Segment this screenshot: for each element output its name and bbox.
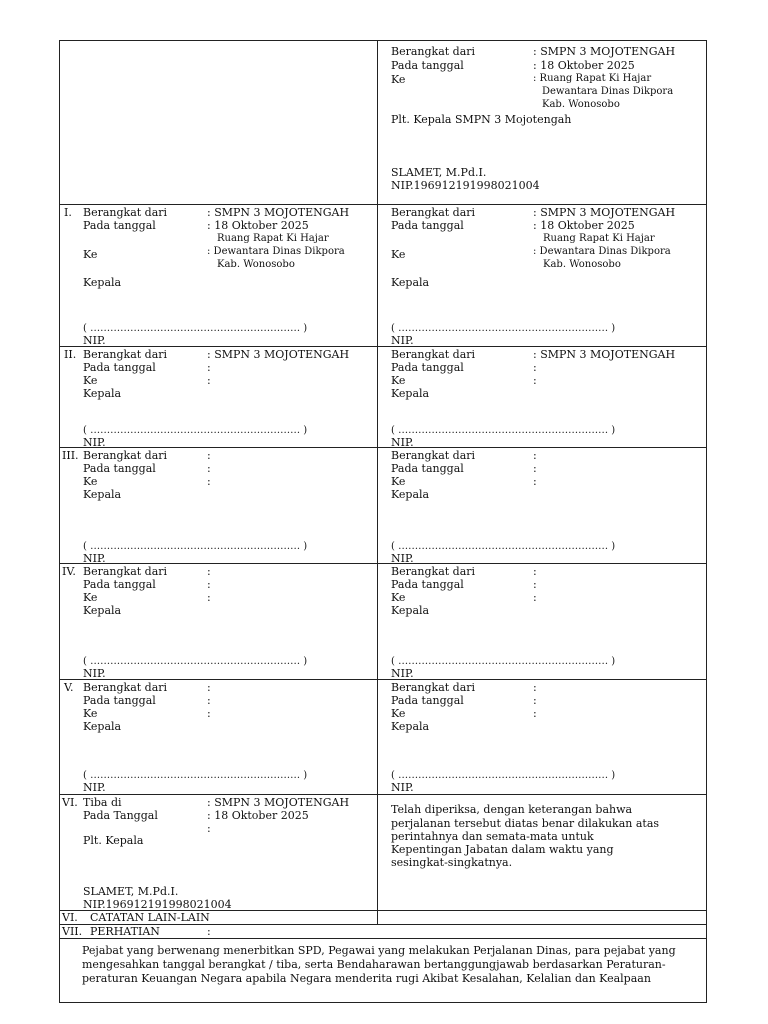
colon: : <box>207 449 211 462</box>
colon: : <box>533 681 537 694</box>
label: Kepala <box>83 488 122 501</box>
label: Berangkat dari <box>83 348 168 361</box>
colon: : <box>207 565 211 578</box>
label: Pada tanggal <box>391 361 464 374</box>
value: Kab. Wonosobo <box>217 259 295 270</box>
nip-label: NIP. <box>391 334 414 347</box>
label: Berangkat dari <box>83 681 168 694</box>
label: Ke <box>83 707 98 720</box>
label: Pada tanggal <box>83 361 156 374</box>
row-divider <box>60 447 706 448</box>
nip-label: NIP. <box>391 552 414 565</box>
label: Berangkat dari <box>83 565 168 578</box>
value: Kab. Wonosobo <box>542 99 620 110</box>
label: Pada tanggal <box>83 694 156 707</box>
label: Berangkat dari <box>391 348 476 361</box>
signature-line: ( ……………………………………………………… ) <box>83 770 308 781</box>
signatory-name: SLAMET, M.Pd.I. <box>83 885 179 898</box>
colon: : <box>533 565 537 578</box>
nip-label: NIP. <box>391 781 414 794</box>
verification-line: Kepentingan Jabatan dalam waktu yang <box>391 843 614 856</box>
value: : 18 Oktober 2025 <box>207 809 309 822</box>
nip-label: NIP. <box>391 436 414 449</box>
colon: : <box>533 475 537 488</box>
value: Ruang Rapat Ki Hajar <box>217 233 329 244</box>
signatory-title: Plt. Kepala <box>83 834 144 847</box>
colon: : <box>207 462 211 475</box>
row-divider <box>60 938 706 939</box>
label: Berangkat dari <box>391 449 476 462</box>
section-number: I. <box>64 206 72 219</box>
label: Berangkat dari <box>83 206 168 219</box>
section-number: VII. <box>62 925 83 938</box>
colon: : <box>207 681 211 694</box>
label: Ke <box>391 475 406 488</box>
value: Dewantara Dinas Dikpora <box>542 86 674 97</box>
signature-line: ( ……………………………………………………… ) <box>391 656 616 667</box>
section-number: IV. <box>62 565 76 578</box>
signatory-name: SLAMET, M.Pd.I. <box>391 166 487 179</box>
label: Kepala <box>391 387 430 400</box>
signature-line: ( ……………………………………………………… ) <box>83 425 308 436</box>
verification-line: perjalanan tersebut diatas benar dilakukan atas <box>391 817 660 830</box>
label: Berangkat dari <box>391 565 476 578</box>
section-number: VI. <box>62 796 78 809</box>
signature-line: ( ……………………………………………………… ) <box>391 770 616 781</box>
row-divider <box>60 563 706 564</box>
section-number: V. <box>64 681 74 694</box>
signatory-nip: NIP.196912191998021004 <box>83 898 232 911</box>
colon: : <box>207 361 211 374</box>
label: Pada tanggal <box>83 462 156 475</box>
nip-label: NIP. <box>83 667 106 680</box>
label: Ke <box>391 248 406 261</box>
label: Berangkat dari <box>391 681 476 694</box>
label: Pada tanggal <box>391 694 464 707</box>
label: Ke <box>391 707 406 720</box>
label: Pada tanggal <box>391 462 464 475</box>
verification-line: sesingkat-singkatnya. <box>391 856 513 869</box>
signature-line: ( ……………………………………………………… ) <box>83 323 308 334</box>
label: Kepala <box>391 276 430 289</box>
colon: : <box>207 925 211 938</box>
signature-line: ( ……………………………………………………… ) <box>391 425 616 436</box>
label: Kepala <box>83 604 122 617</box>
colon: : <box>207 578 211 591</box>
colon: : <box>533 374 537 387</box>
colon: : <box>533 578 537 591</box>
label: Pada tanggal <box>391 59 464 72</box>
label: Tiba di <box>83 796 122 809</box>
label: Kepala <box>391 488 430 501</box>
signatory-title: Plt. Kepala SMPN 3 Mojotengah <box>391 113 572 126</box>
label: Kepala <box>83 720 122 733</box>
label: Ke <box>83 248 98 261</box>
colon: : <box>207 822 211 835</box>
label: Berangkat dari <box>391 45 476 58</box>
value: : 18 Oktober 2025 <box>533 219 635 232</box>
value: : SMPN 3 MOJOTENGAH <box>207 348 350 361</box>
colon: : <box>533 449 537 462</box>
colon: : <box>207 591 211 604</box>
label: Ke <box>391 591 406 604</box>
label: Pada tanggal <box>83 219 156 232</box>
label: Ke <box>391 73 406 86</box>
colon: : <box>533 694 537 707</box>
nip-label: NIP. <box>83 552 106 565</box>
row-divider <box>60 679 706 680</box>
value: : SMPN 3 MOJOTENGAH <box>207 206 350 219</box>
value: : SMPN 3 MOJOTENGAH <box>533 45 676 58</box>
label: Kepala <box>83 387 122 400</box>
nip-label: NIP. <box>391 667 414 680</box>
colon: : <box>533 361 537 374</box>
value: : Ruang Rapat Ki Hajar <box>533 73 652 84</box>
verification-line: Telah diperiksa, dengan keterangan bahwa <box>391 803 633 816</box>
value: : SMPN 3 MOJOTENGAH <box>533 348 676 361</box>
section-number: II. <box>64 348 77 361</box>
label: Ke <box>83 591 98 604</box>
signature-line: ( ……………………………………………………… ) <box>391 323 616 334</box>
value: Kab. Wonosobo <box>543 259 621 270</box>
value: : SMPN 3 MOJOTENGAH <box>207 796 350 809</box>
nip-label: NIP. <box>83 781 106 794</box>
signature-line: ( ……………………………………………………… ) <box>391 541 616 552</box>
value: : Dewantara Dinas Dikpora <box>207 246 345 257</box>
verification-line: perintahnya dan semata-mata untuk <box>391 830 594 843</box>
label: Pada tanggal <box>83 578 156 591</box>
spd-form <box>59 40 707 1003</box>
footer-note: Pejabat yang berwenang menerbitkan SPD, Pegawai yang melakukan Perjalanan Dinas, para pejabat yang mengesahkan tanggal berangkat / tiba, serta Bendaharawan bertanggungjawab berdasarkan Peraturan-peraturan Keuangan Negara apabila Negara menderita rugi Akibat Kesalahan, Kelalian dan Kealpaan <box>82 944 676 985</box>
label: Pada Tanggal <box>83 809 158 822</box>
colon: : <box>533 462 537 475</box>
section-number: III. <box>62 449 79 462</box>
label: Pada tanggal <box>391 219 464 232</box>
label: Ke <box>391 374 406 387</box>
colon: : <box>207 694 211 707</box>
label: Kepala <box>83 276 122 289</box>
nip-label: NIP. <box>83 436 106 449</box>
colon: : <box>207 707 211 720</box>
label: Berangkat dari <box>83 449 168 462</box>
value: : SMPN 3 MOJOTENGAH <box>533 206 676 219</box>
value: Ruang Rapat Ki Hajar <box>543 233 655 244</box>
row-divider <box>60 204 706 205</box>
nip-label: NIP. <box>83 334 106 347</box>
signature-line: ( ……………………………………………………… ) <box>83 541 308 552</box>
perhatian-label: PERHATIAN <box>90 925 160 938</box>
section-number: VI. <box>62 911 78 924</box>
label: Kepala <box>391 604 430 617</box>
label: Pada tanggal <box>391 578 464 591</box>
catatan-label: CATATAN LAIN-LAIN <box>90 911 210 924</box>
value: : 18 Oktober 2025 <box>207 219 309 232</box>
label: Kepala <box>391 720 430 733</box>
signature-line: ( ……………………………………………………… ) <box>83 656 308 667</box>
signatory-nip: NIP.196912191998021004 <box>391 179 540 192</box>
row-divider <box>60 794 706 795</box>
column-divider <box>377 41 378 924</box>
value: : Dewantara Dinas Dikpora <box>533 246 671 257</box>
value: : 18 Oktober 2025 <box>533 59 635 72</box>
colon: : <box>533 707 537 720</box>
label: Ke <box>83 374 98 387</box>
colon: : <box>207 475 211 488</box>
row-divider <box>60 346 706 347</box>
colon: : <box>207 374 211 387</box>
colon: : <box>533 591 537 604</box>
label: Ke <box>83 475 98 488</box>
label: Berangkat dari <box>391 206 476 219</box>
